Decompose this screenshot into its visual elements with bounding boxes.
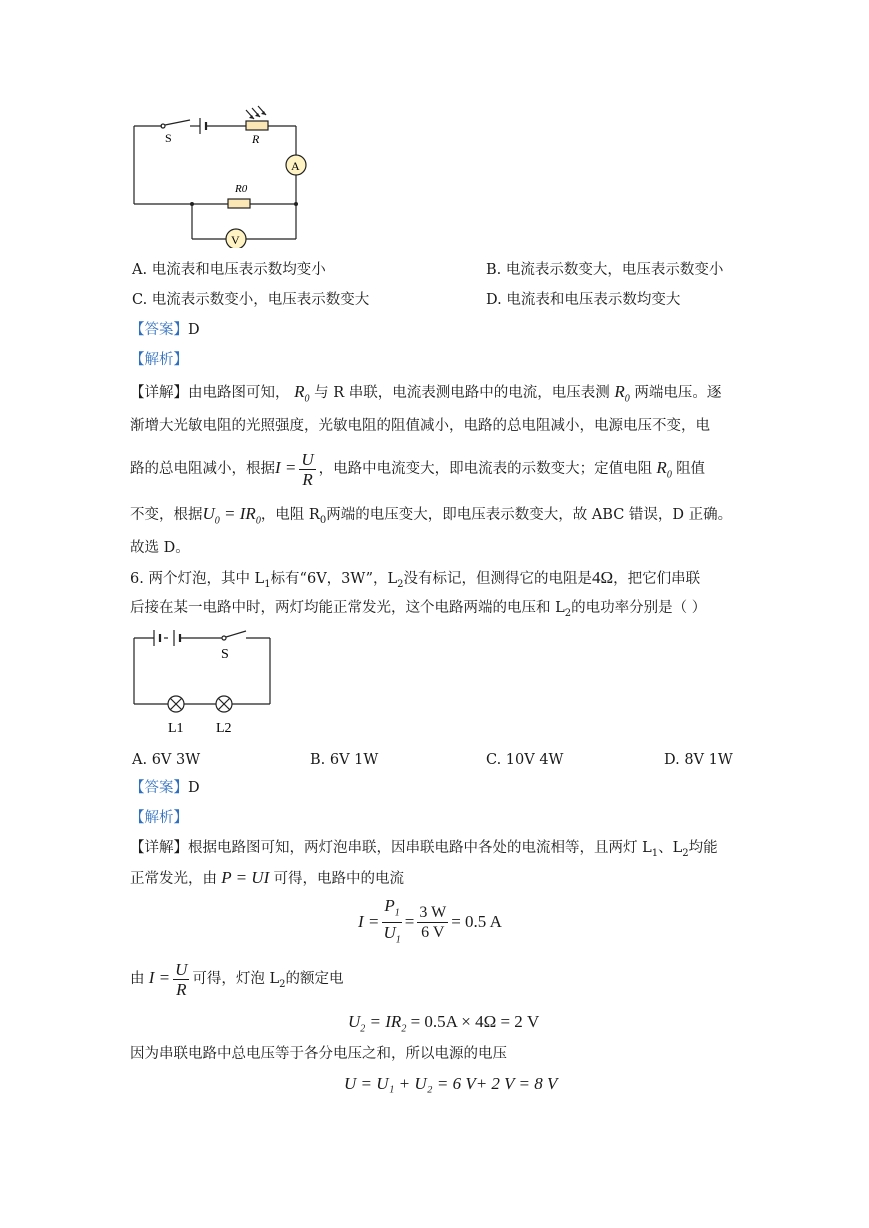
q5-option-c: C. 电流表示数变小，电压表示数变大 — [132, 292, 370, 308]
switch-label: S — [165, 131, 172, 145]
detail-tag: 【详解】 — [130, 840, 188, 856]
detail-tag: 【详解】 — [130, 385, 188, 401]
q5-detail-line-4: 不变，根据$U_0 = IR_0$，电阻 $R_0$两端的电压变大，即电压表示数变大，故 ABC 错误，D 正确。 — [130, 504, 733, 527]
q5-conclusion: 故选 D。 — [130, 540, 190, 556]
q6-analysis-tag: 【解析】 — [130, 810, 188, 826]
q5-detail-line-1: 【详解】由电路图可知， $R_0$ 与 R 串联，电流表测电路中的电流，电压表测 $R_0$ 两端电压。逐 — [130, 382, 722, 405]
switch-label: S — [221, 647, 229, 662]
q5-answer — [130, 320, 200, 340]
answer-value: D — [188, 322, 200, 338]
q6-detail-line-4: 因为串联电路中总电压等于各分电压之和，所以电源的电压 — [130, 1046, 507, 1062]
formula-u-over-r: $\frac{U}{R}$ — [301, 449, 314, 489]
equation-u2: $U_2 = IR_2 = 0.5A \times 4\Omega = 2$ V — [348, 1012, 540, 1035]
equation-current: I = $\frac{P_1}{U_1}$ = $\frac{3 W}{6 V}$ = 0.5 A — [358, 896, 502, 946]
q6-detail-line-1: 【详解】根据电路图可知，两灯泡串联，因串联电路中各处的电流相等，且两灯 $L_1$、$L_2$均能 — [130, 840, 718, 859]
lamp2-label: L2 — [216, 721, 232, 736]
q6-detail-line-3: 由 I = $\frac{U}{R}$ 可得，灯泡 $L_2$的额定电 — [130, 959, 344, 999]
circuit-diagram-two-lamps — [128, 626, 276, 742]
q5-detail-line-2: 渐增大光敏电阻的光照强度，光敏电阻的阻值减小，电路的总电阻减小，电源电压不变，电 — [130, 418, 710, 434]
q6-answer — [130, 778, 200, 798]
q5-detail-line-3: 路的总电阻减小，根据I = $\frac{U}{R}$ ，电路中电流变大，即电流表的示数变大；定值电阻 $R_0$ 阻值 — [130, 449, 706, 489]
answer-value: D — [188, 780, 200, 796]
ammeter-label: A — [291, 159, 300, 173]
q5-option-a: A. 电流表和电压表示数均变小 — [132, 262, 326, 278]
q6-option-a: A. 6V 3W — [132, 752, 201, 768]
voltmeter-label: V — [231, 233, 240, 247]
q6-detail-line-2: 正常发光，由 P = UI 可得，电路中的电流 — [130, 868, 404, 887]
q5-option-d: D. 电流表和电压表示数均变大 — [486, 292, 681, 308]
answer-tag: 【答案】 — [130, 322, 188, 338]
q6-option-c: C. 10V 4W — [486, 752, 564, 768]
q5-analysis-tag: 【解析】 — [130, 352, 188, 368]
equation-total-voltage: U = U₁ + U₂ = 6 V+ 2 V = 8 V — [344, 1074, 558, 1093]
q6-option-d: D. 8V 1W — [664, 752, 733, 768]
circuit-diagram-photoresistor — [128, 100, 312, 248]
answer-tag: 【答案】 — [130, 780, 188, 796]
q6-stem-line-1: 6. 两个灯泡，其中 $L_1$标有“6V，3W”，$L_2$没有标记，但测得它的电阻是4Ω，把它们串联 — [130, 568, 701, 590]
q5-option-b: B. 电流表示数变大，电压表示数变小 — [486, 262, 724, 278]
lamp1-label: L1 — [168, 721, 184, 736]
q6-stem-line-2: 后接在某一电路中时，两灯均能正常发光，这个电路两端的电压和 $L_2$的电功率分别是（ ） — [130, 600, 707, 619]
r0-label: R0 — [235, 183, 248, 195]
q6-option-b: B. 6V 1W — [310, 752, 379, 768]
photoresistor-label: R — [252, 132, 260, 146]
